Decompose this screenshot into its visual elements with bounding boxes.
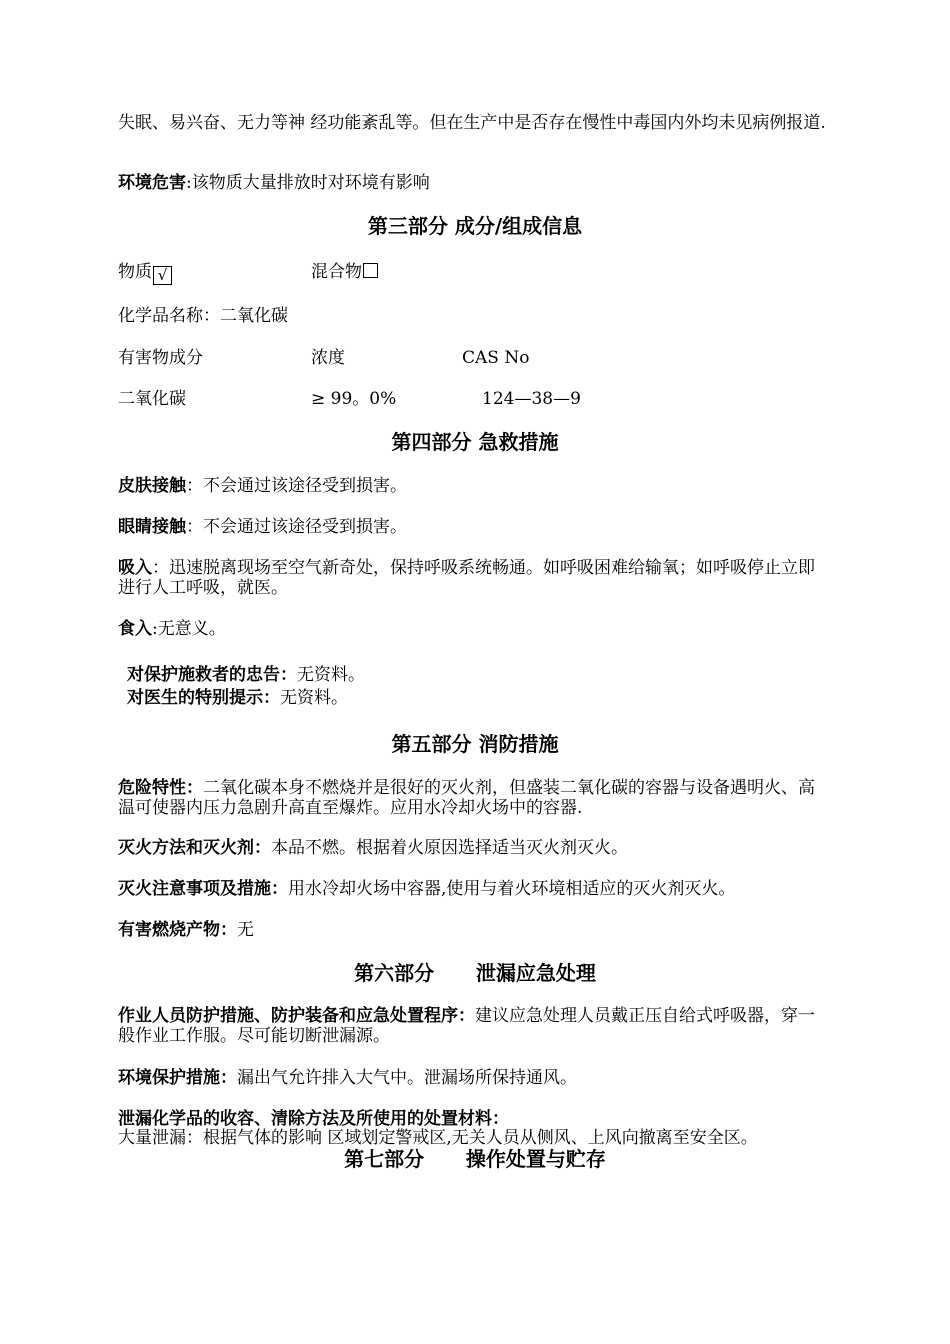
section3-heading: 第三部分 成分/组成信息 (367, 214, 583, 238)
section6-heading: 第六部分 泄漏应急处理 (354, 961, 596, 985)
combustion-products-paragraph (118, 920, 838, 940)
ingestion-paragraph (118, 619, 838, 639)
section4-heading: 第四部分 急救措施 (391, 430, 559, 454)
chemical-name: 化学品名称：二氧化碳 (118, 306, 288, 326)
rescuer-advice-text: 无资料。 (297, 665, 365, 685)
firefighting-notes-text: 用水冷却火场中容器,使用与着火环境相适应的灭火剂灭火。 (288, 879, 736, 899)
hazard-characteristics-label: 危险特性： (118, 778, 203, 798)
chronic-effects-paragraph (118, 113, 830, 133)
environmental-protection-label: 环境保护措施： (118, 1068, 237, 1088)
skin-contact-paragraph (118, 476, 838, 496)
section7-heading: 第七部分 操作处置与贮存 (344, 1147, 606, 1171)
personal-protection-paragraph (118, 1006, 830, 1046)
extinguishing-method-label: 灭火方法和灭火剂： (118, 838, 271, 858)
cell-concentration: ≥ 99。0% (311, 389, 397, 409)
substance-checkbox-checked-icon: √ (153, 266, 172, 285)
eye-contact-text: ：不会通过该途径受到损害。 (186, 517, 407, 537)
ingestion-label: 食入 (118, 619, 152, 639)
inhalation-paragraph (118, 558, 830, 598)
cleanup-text-line (118, 1128, 838, 1148)
inhalation-text: ：迅速脱离现场至空气新奇处，保持呼吸系统畅通。如呼吸困难给输氧；如呼吸停止立即进行人工呼吸，就医。 (118, 558, 815, 598)
rescuer-advice-label: 对保护施救者的忠告： (127, 665, 297, 685)
environmental-protection-text: 漏出气允许排入大气中。泄漏场所保持通风。 (237, 1068, 577, 1088)
doctor-note-paragraph (127, 688, 847, 708)
section5-heading: 第五部分 消防措施 (391, 732, 559, 756)
hazard-characteristics-text: 二氧化碳本身不燃烧并是很好的灭火剂，但盛装二氧化碳的容器与设备遇明火、高温可使器内压力急剧升高直至爆炸。应用水冷却火场中的容器. (118, 778, 815, 818)
eye-contact-paragraph (118, 517, 838, 537)
extinguishing-method-text: 本品不燃。根据着火原因选择适当灭火剂灭火。 (271, 838, 628, 858)
skin-contact-label: 皮肤接触 (118, 476, 186, 496)
skin-contact-text: ：不会通过该途径受到损害。 (186, 476, 407, 496)
column-cas: CAS No (462, 348, 530, 368)
cleanup-label-line (118, 1109, 838, 1129)
extinguishing-method-paragraph (118, 838, 838, 858)
environmental-hazard-paragraph (118, 173, 838, 193)
mixture-label: 混合物 (311, 262, 362, 282)
cleanup-label: 泄漏化学品的收容、清除方法及所使用的处置材料： (118, 1109, 509, 1129)
cell-cas: 124—38—9 (482, 389, 581, 409)
firefighting-notes-label: 灭火注意事项及措施： (118, 879, 288, 899)
hazard-characteristics-paragraph (118, 778, 830, 818)
inhalation-label: 吸入 (118, 558, 152, 578)
ingestion-text: :无意义。 (152, 619, 226, 639)
chronic-effects-text: 失眠、易兴奋、无力等神 经功能紊乱等。但在生产中是否存在慢性中毒国内外均未见病例报道. (118, 113, 826, 133)
personal-protection-label: 作业人员防护措施、防护装备和应急处置程序： (118, 1006, 475, 1026)
eye-contact-label: 眼睛接触 (118, 517, 186, 537)
environmental-hazard-label: 环境危害 (118, 173, 186, 193)
environmental-protection-paragraph (118, 1068, 838, 1088)
cleanup-text: 大量泄漏：根据气体的影响 区域划定警戒区,无关人员从侧风、上风向撤离至安全区。 (118, 1128, 758, 1148)
substance-option (118, 262, 172, 285)
cell-component: 二氧化碳 (118, 389, 186, 409)
combustion-products-label: 有害燃烧产物： (118, 920, 237, 940)
substance-label: 物质 (118, 262, 152, 282)
personal-protection-text: 建议应急处理人员戴正压自给式呼吸器，穿一般作业工作服。尽可能切断泄漏源。 (118, 1006, 815, 1046)
column-concentration: 浓度 (311, 348, 345, 368)
doctor-note-text: 无资料。 (280, 688, 348, 708)
mixture-checkbox-empty-icon (363, 263, 378, 278)
mixture-option (311, 262, 378, 282)
firefighting-notes-paragraph (118, 879, 838, 899)
rescuer-advice-paragraph (127, 665, 847, 685)
doctor-note-label: 对医生的特别提示： (127, 688, 280, 708)
environmental-hazard-text: :该物质大量排放时对环境有影响 (186, 173, 430, 193)
column-component: 有害物成分 (118, 348, 203, 368)
combustion-products-text: 无 (237, 920, 254, 940)
